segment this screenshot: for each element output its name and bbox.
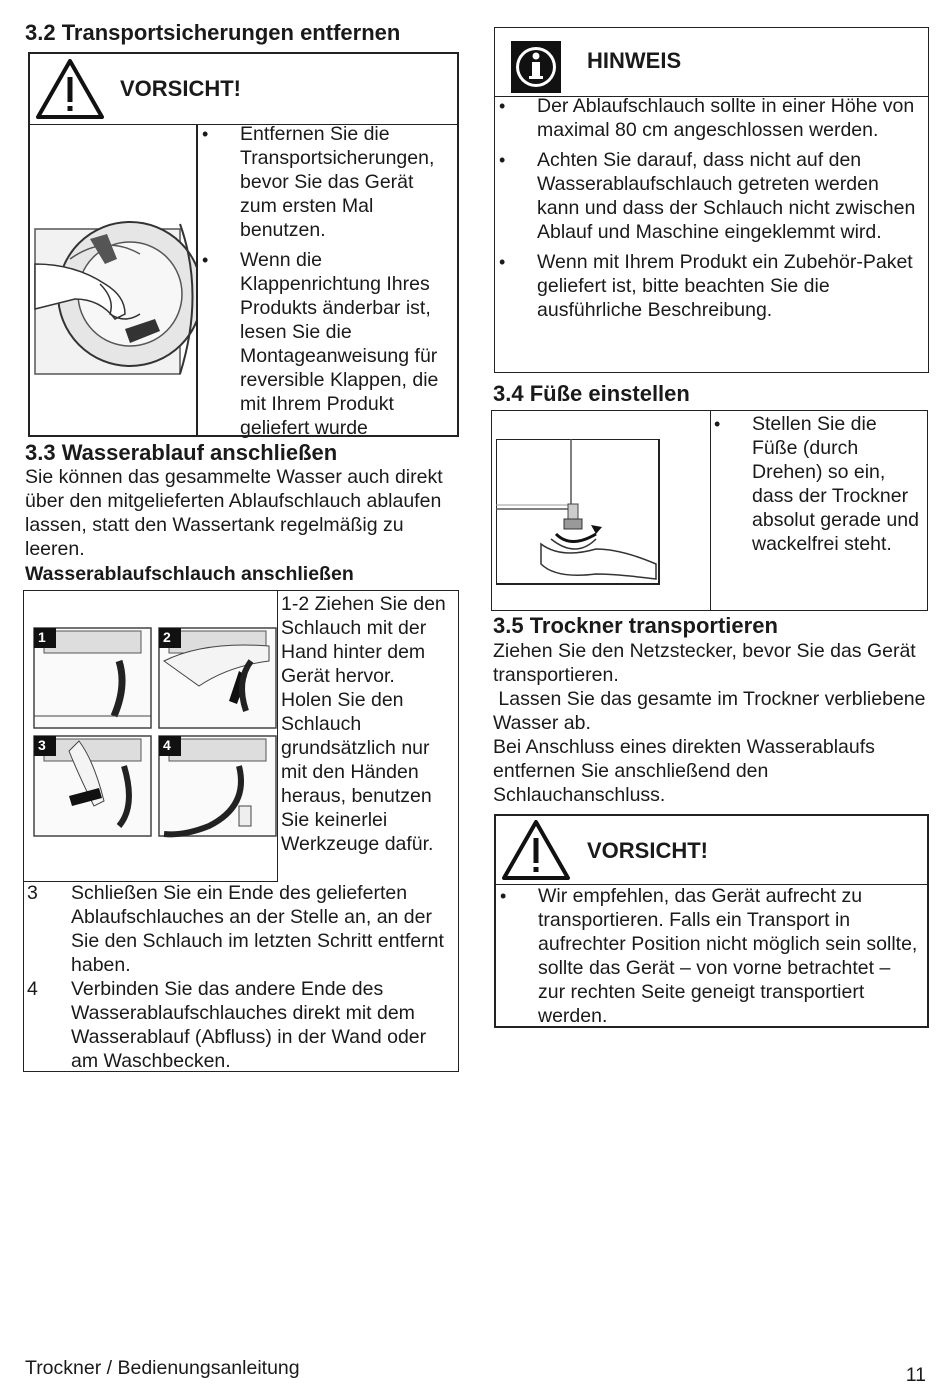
step-badge-1: 1 (38, 629, 46, 645)
paragraph: Bei Anschluss eines direkten Wasserablaufs entfernen Sie anschließend den Schlauchanschluss. (493, 736, 875, 806)
hint-box (494, 27, 929, 373)
caution-text-cell (198, 124, 451, 446)
caution-header (30, 54, 457, 125)
list-item: • Achten Sie darauf, dass nicht auf den Wasserablaufschlauch getreten werden kann und dass der Schlauch nicht zwischen Ablauf und Maschine eingeklemmt wird. (495, 148, 920, 244)
step-row (27, 977, 452, 1073)
section-3-4-title: 3.4 Füße einstellen (493, 381, 690, 406)
step-badge-3: 3 (38, 737, 46, 753)
steps-list (27, 881, 452, 1073)
caution-header (496, 816, 927, 885)
step-badge-2: 2 (163, 629, 171, 645)
caution-box-3-5 (494, 814, 929, 1028)
list-item: • Entfernen Sie die Transportsicherungen, bevor Sie das Gerät zum ersten Mal benutzen. (198, 122, 451, 242)
step-text: Verbinden Sie das andere Ende des Wasserablaufschlauches direkt mit dem Wasserablauf (Abfluss) in der Wand oder am Waschbecken. (71, 978, 427, 1072)
drum-illustration (30, 124, 196, 435)
hose-steps-table (23, 590, 459, 1072)
caution-label: VORSICHT! (120, 76, 241, 101)
step-1-2-text: 1-2 Ziehen Sie den Schlauch mit der Hand hinter dem Gerät hervor. Holen Sie den Schlauch grundsätzlich nur mit den Händen heraus, benutzen Sie keinerlei Werkzeuge dafür. (281, 593, 446, 855)
feet-list (710, 412, 922, 562)
transport-bolt-image (30, 124, 198, 435)
list-item: • Wir empfehlen, das Gerät aufrecht zu transportieren. Falls ein Transport in aufrechter Position nicht möglich sein sollte, sollte das Gerät – von vorne betrachtet – zur rechten Seite geneigt transportiert werden. (496, 884, 921, 1028)
hose-steps-image (24, 591, 278, 882)
hint-header (495, 28, 928, 97)
hose-steps-illustration (24, 591, 277, 881)
list-item: • Wenn die Klappenrichtung Ihres Produkts änderbar ist, lesen Sie die Montageanweisung für reversible Klappen, die mit Ihrem Produkt geliefert wurde (198, 248, 451, 440)
section-3-3-intro: Sie können das gesammelte Wasser auch direkt über den mitgelieferten Ablaufschlauch ablaufen lassen, statt den Wassertank regelmäßig zu leeren. (25, 466, 443, 560)
feet-image-cell (492, 411, 711, 610)
footer-title: Trockner / Bedienungsanleitung (25, 1357, 300, 1379)
hint-label: HINWEIS (587, 48, 682, 73)
list-item: • Stellen Sie die Füße (durch Drehen) so ein, dass der Trockner absolut gerade und wackelfrei steht. (710, 412, 922, 556)
list-item: • Wenn mit Ihrem Produkt ein Zubehör-Paket geliefert ist, bitte beachten Sie die ausführliche Beschreibung. (495, 250, 920, 322)
feet-table (491, 410, 928, 611)
caution-box-3-2 (28, 52, 459, 437)
list-item: • Der Ablaufschlauch sollte in einer Höhe von maximal 80 cm angeschlossen werden. (495, 94, 920, 142)
paragraph: Lassen Sie das gesamte im Trockner verbliebene Wasser ab. (493, 688, 931, 734)
section-3-2-title: 3.2 Transportsicherungen entfernen (25, 20, 401, 45)
foot-adjust-illustration (496, 439, 660, 585)
step-text: Schließen Sie ein Ende des gelieferten Ablaufschlauches an der Stelle an, an der Sie den Schlauch im letzten Schritt entfernt haben. (71, 882, 444, 976)
warning-triangle-icon (34, 57, 106, 121)
step-number: 4 (27, 978, 38, 1000)
step-number: 3 (27, 882, 38, 904)
info-icon (511, 41, 561, 93)
paragraph: Ziehen Sie den Netzstecker, bevor Sie das Gerät transportieren. (493, 640, 916, 686)
hint-list (495, 94, 920, 328)
section-3-3-title: 3.3 Wasserablauf anschließen (25, 440, 338, 465)
section-3-5-text (493, 639, 931, 807)
section-3-3-subtitle: Wasserablaufschlauch anschließen (25, 563, 354, 585)
caution-label: VORSICHT! (587, 838, 708, 863)
section-3-5-title: 3.5 Trockner transportieren (493, 613, 778, 638)
step-row (27, 881, 452, 977)
caution-list (496, 884, 921, 1034)
page-number: 11 (905, 1364, 926, 1386)
step-badge-4: 4 (163, 737, 171, 753)
warning-triangle-icon (500, 818, 572, 882)
caution-list (198, 122, 451, 440)
